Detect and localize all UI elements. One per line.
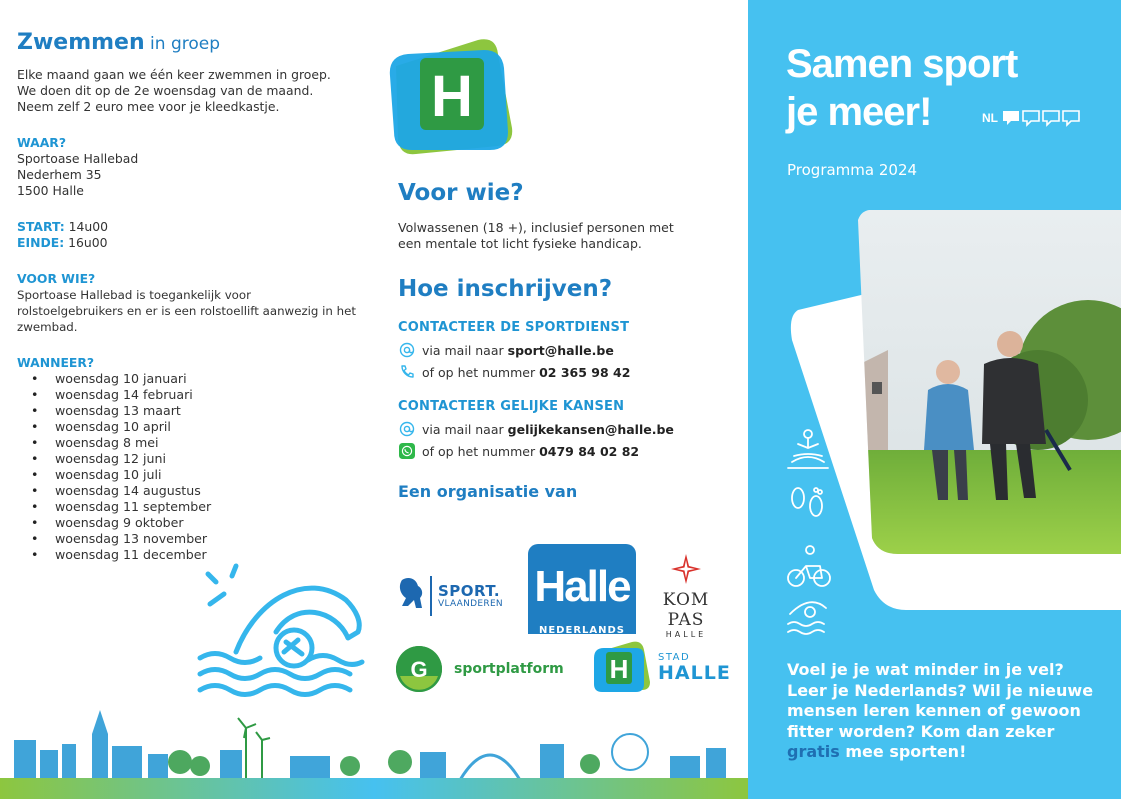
gk-mail-row: [398, 418, 728, 440]
city-skyline-illustration: [0, 700, 748, 799]
intro-text: [17, 67, 367, 115]
stad-halle-logo: [592, 640, 731, 694]
sport-contact-heading: CONTACTEER DE SPORTDIENST: [398, 320, 630, 335]
phone-prefix: of op het nummer: [422, 364, 536, 380]
gk-phone-row: [398, 440, 728, 462]
at-icon: [398, 420, 416, 438]
mail-prefix: via mail naar: [422, 342, 504, 358]
sport-phone-row: [398, 361, 728, 383]
kompas-logo: [646, 554, 726, 639]
list-item: • woensdag 8 mei: [31, 435, 367, 451]
address: [17, 151, 367, 199]
g-badge-icon: [396, 646, 442, 692]
list-item: • woensdag 14 februari: [31, 387, 367, 403]
partner-logos: [396, 544, 736, 704]
org-title: Een organisatie van: [398, 482, 578, 501]
sport-phone-link[interactable]: 02 365 98 42: [539, 364, 631, 380]
list-item: • woensdag 9 oktober: [31, 515, 367, 531]
title-sub: in groep: [144, 34, 221, 54]
list-item: • woensdag 11 december: [31, 547, 367, 563]
list-item: • woensdag 10 juli: [31, 467, 367, 483]
halle-h-logo: [386, 36, 522, 156]
phone-prefix: of op het nummer: [422, 443, 536, 459]
cover-tagline: [787, 660, 1107, 763]
start-label: START:: [17, 219, 65, 234]
whatsapp-icon: [398, 442, 416, 460]
intro-line: Neem zelf 2 euro mee voor je kleedkastje.: [17, 99, 280, 114]
cover-photo: [788, 150, 1121, 610]
speech-bubbles-icon: [1002, 109, 1080, 127]
sport-logo-line1: SPORT.: [438, 582, 501, 600]
who-line: rolstoelgebruikers en er is een rolstoellift aanwezig in het: [17, 304, 357, 318]
list-item: • woensdag 14 augustus: [31, 483, 367, 499]
stad-text: STAD: [658, 651, 691, 663]
who-line: Sportoase Hallebad is toegankelijk voor: [17, 288, 251, 302]
phone-icon: [398, 363, 416, 381]
address-line: 1500 Halle: [17, 183, 84, 198]
halle-small-text: NEDERLANDS: [538, 625, 625, 634]
gk-mail-link[interactable]: gelijkekansen@halle.be: [507, 421, 674, 437]
who-text: [17, 287, 367, 335]
intro-line: Elke maand gaan we één keer zwemmen in groep.: [17, 67, 331, 82]
title-line2: je meer!: [786, 90, 932, 134]
list-item: • woensdag 13 november: [31, 531, 367, 547]
program-year: Programma 2024: [787, 161, 918, 179]
gk-phone-link[interactable]: 0479 84 02 82: [539, 443, 640, 459]
sportplatform-text: sportplatform: [454, 661, 564, 677]
list-item: • woensdag 13 maart: [31, 403, 367, 419]
where-label: WAAR?: [17, 135, 67, 150]
halle-text: HALLE: [658, 661, 731, 684]
mail-prefix: via mail naar: [422, 421, 504, 437]
tagline-end: mee sporten!: [839, 742, 967, 761]
kompas-text: KOM PAS: [662, 590, 710, 630]
signup-title: Hoe inschrijven?: [398, 276, 613, 302]
list-item: • woensdag 12 juni: [31, 451, 367, 467]
tagline-text: Voel je je wat minder in je vel? Leer je Nederlands? Wil je nieuwe mensen leren kennen of gewoon fitter worden? Kom dan zeker: [787, 660, 1094, 741]
when-label: WANNEER?: [17, 355, 95, 370]
who-line: zwembad.: [17, 320, 78, 334]
for-who-title: Voor wie?: [398, 180, 524, 206]
swimming-section: [17, 30, 367, 563]
info-section: [398, 178, 728, 501]
end-label: EINDE:: [17, 235, 65, 250]
sport-mail-row: [398, 339, 728, 361]
halle-nederlands-logo: [528, 544, 636, 634]
intro-line: We doen dit op de 2e woensdag van de maand.: [17, 83, 314, 98]
list-item: • woensdag 10 april: [31, 419, 367, 435]
lion-icon: [396, 574, 426, 618]
tagline-gratis: gratis: [787, 742, 840, 761]
gk-contact-heading: CONTACTEER GELIJKE KANSEN: [398, 399, 625, 414]
activity-icons: [784, 428, 834, 638]
end-time: [17, 235, 367, 251]
title-main: Zwemmen: [17, 30, 145, 55]
sport-mail-link[interactable]: sport@halle.be: [507, 342, 614, 358]
sportplatform-logo: [396, 646, 564, 692]
address-line: Sportoase Hallebad: [17, 151, 139, 166]
sport-logo-line2: VLAANDEREN: [438, 599, 503, 609]
at-icon: [398, 341, 416, 359]
sport-vlaanderen-logo: [396, 574, 503, 618]
svg-text:H: H: [431, 64, 473, 129]
start-time: [17, 219, 367, 235]
address-line: Nederhem 35: [17, 167, 102, 182]
list-item: • woensdag 11 september: [31, 499, 367, 515]
halle-h-small-icon: [592, 640, 652, 694]
language-badge: [982, 109, 1080, 127]
section-title: [17, 30, 367, 57]
dates-list: [17, 371, 367, 563]
svg-text:G: G: [410, 657, 428, 682]
svg-text:H: H: [609, 654, 629, 684]
kompas-subtext: HALLE: [665, 630, 707, 639]
swimmer-icon: [196, 560, 368, 710]
start-value: 14u00: [64, 219, 109, 234]
for-who-line: Volwassenen (18 +), inclusief personen met: [398, 220, 674, 235]
title-line1: Samen sport: [786, 42, 1018, 86]
compass-star-icon: [671, 554, 701, 584]
cover-panel: [748, 0, 1121, 799]
who-label: VOOR WIE?: [17, 271, 96, 286]
for-who-line: een mentale tot licht fysieke handicap.: [398, 236, 642, 251]
list-item: • woensdag 10 januari: [31, 371, 367, 387]
for-who-text: [398, 220, 728, 252]
end-value: 16u00: [64, 235, 108, 250]
halle-big-text: Halle: [534, 562, 630, 611]
language-code: NL: [982, 111, 998, 125]
